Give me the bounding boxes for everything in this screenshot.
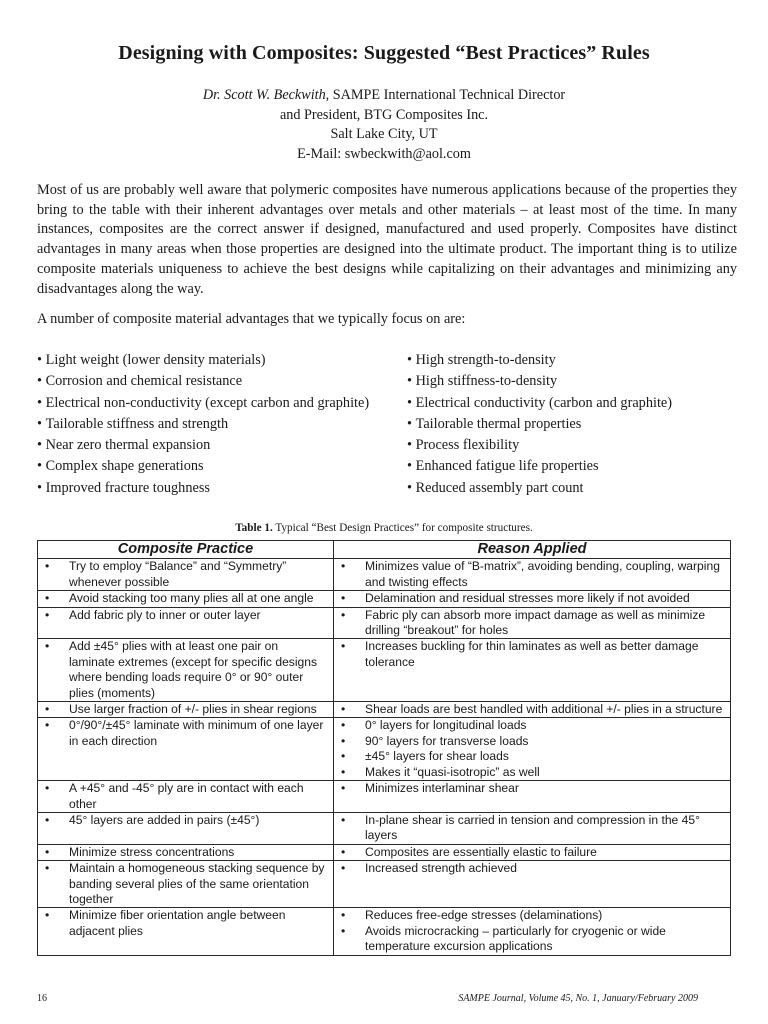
reason-item: • ±45° layers for shear loads	[334, 749, 730, 764]
author-name: Dr. Scott W. Beckwith	[202, 87, 326, 103]
reason-bullets	[334, 813, 730, 844]
reason-bullets	[334, 845, 730, 860]
author-title: , SAMPE International Technical Director	[325, 87, 566, 103]
reason-cell	[334, 861, 731, 908]
table-row	[38, 908, 731, 955]
table-caption-text: Typical “Best Design Practices” for composite structures.	[272, 522, 533, 534]
reason-cell	[334, 718, 731, 781]
table-row	[38, 607, 731, 639]
table-row	[38, 591, 731, 607]
intro-paragraph: Most of us are probably well aware that polymeric composites have numerous applications because of the properties they bring to the table with their inherent advantages over metals and other materials – at least most of the time. In many instances, composites are the correct answer if designed, manufactured and used properly. Composites have distinct advantages in many areas when those properties are designed into the ultimate product. The important thing is to utilize composite materials uniqueness to achieve the best designs while capitalizing on their advantages and minimizing any disadvantages along the way.	[37, 182, 737, 297]
reason-bullets	[334, 861, 730, 876]
practice-item: • 45° layers are added in pairs (±45°)	[38, 813, 333, 828]
reason-item: • Minimizes value of “B-matrix”, avoiding bending, coupling, warping and twisting effects	[334, 559, 730, 590]
header-reason-applied: Reason Applied	[334, 541, 731, 559]
reason-cell	[334, 844, 731, 860]
practice-item: • Add ±45° plies with at least one pair on laminate extremes (except for specific designs where bending loads require 0° or 90° outer plies (moments)	[38, 639, 333, 701]
reason-item: • Composites are essentially elastic to failure	[334, 845, 730, 860]
advantage-item: • High stiffness-to-density	[407, 371, 672, 392]
reason-bullets	[334, 718, 730, 780]
practice-bullets	[38, 718, 333, 749]
reason-item: • Increases buckling for thin laminates as well as better damage tolerance	[334, 639, 730, 670]
reason-item: • In-plane shear is carried in tension and compression in the 45° layers	[334, 813, 730, 844]
practice-item: • Use larger fraction of +/- plies in shear regions	[38, 702, 333, 717]
table-row	[38, 844, 731, 860]
advantage-item: • Tailorable thermal properties	[407, 414, 672, 435]
table-body	[38, 559, 731, 955]
article-title: Designing with Composites: Suggested “Best Practices” Rules	[118, 42, 650, 64]
practice-item: • Minimize fiber orientation angle between adjacent plies	[38, 908, 333, 939]
practice-bullets	[38, 639, 333, 701]
reason-bullets	[334, 591, 730, 606]
advantage-item: • High strength-to-density	[407, 350, 672, 371]
reason-item: • Fabric ply can absorb more impact damage as well as minimize drilling “breakout” for holes	[334, 608, 730, 639]
practice-cell	[38, 781, 334, 813]
practice-cell	[38, 607, 334, 639]
reason-bullets	[334, 608, 730, 639]
reason-cell	[334, 607, 731, 639]
page-number: 16	[37, 993, 47, 1004]
practice-cell	[38, 591, 334, 607]
header-composite-practice: Composite Practice	[38, 541, 334, 559]
table-row	[38, 861, 731, 908]
practice-item: • Maintain a homogeneous stacking sequence by banding several plies of the same orientation together	[38, 861, 333, 907]
practice-bullets	[38, 781, 333, 812]
table-row	[38, 781, 731, 813]
reason-cell	[334, 559, 731, 591]
table-caption-label: Table 1.	[235, 522, 273, 534]
reason-bullets	[334, 559, 730, 590]
advantages-list-left	[37, 350, 369, 499]
reason-item: • 0° layers for longitudinal loads	[334, 718, 730, 733]
practice-cell	[38, 718, 334, 781]
advantage-item: • Enhanced fatigue life properties	[407, 456, 672, 477]
practice-item: • 0°/90°/±45° laminate with minimum of one layer in each direction	[38, 718, 333, 749]
practice-item: • Add fabric ply to inner or outer layer	[38, 608, 333, 623]
practice-cell	[38, 861, 334, 908]
reason-item: • Minimizes interlaminar shear	[334, 781, 730, 796]
advantage-item: • Reduced assembly part count	[407, 478, 672, 499]
reason-bullets	[334, 639, 730, 670]
reason-bullets	[334, 908, 730, 954]
journal-citation: SAMPE Journal, Volume 45, No. 1, January/February 2009	[458, 993, 698, 1004]
practice-item: • Try to employ “Balance” and “Symmetry” whenever possible	[38, 559, 333, 590]
reason-item: • Reduces free-edge stresses (delaminations)	[334, 908, 730, 923]
practice-cell	[38, 812, 334, 844]
practice-bullets	[38, 861, 333, 907]
author-line-2: and President, BTG Composites Inc.	[279, 106, 489, 123]
author-location: Salt Lake City, UT	[330, 126, 438, 142]
advantage-item: • Improved fracture toughness	[37, 478, 369, 499]
reason-bullets	[334, 702, 730, 717]
reason-cell	[334, 812, 731, 844]
author-email: E-Mail: swbeckwith@aol.com	[297, 145, 471, 162]
advantage-item: • Corrosion and chemical resistance	[37, 371, 369, 392]
author-block	[0, 86, 768, 164]
table-row	[38, 639, 731, 702]
reason-item: • 90° layers for transverse loads	[334, 734, 730, 749]
table-row	[38, 559, 731, 591]
advantage-item: • Light weight (lower density materials)	[37, 350, 369, 371]
reason-item: • Shear loads are best handled with additional +/- plies in a structure	[334, 702, 730, 717]
practice-cell	[38, 559, 334, 591]
advantage-item: • Complex shape generations	[37, 456, 369, 477]
practice-bullets	[38, 702, 333, 717]
practice-bullets	[38, 845, 333, 860]
practice-bullets	[38, 813, 333, 828]
advantages-intro: A number of composite material advantages that we typically focus on are:	[37, 311, 466, 327]
reason-item: • Makes it “quasi-isotropic” as well	[334, 765, 730, 780]
advantage-item: • Electrical non-conductivity (except carbon and graphite)	[37, 393, 369, 414]
reason-cell	[334, 591, 731, 607]
table-caption	[0, 522, 768, 534]
advantages-list-right	[407, 350, 672, 499]
table-row	[38, 812, 731, 844]
reason-cell	[334, 639, 731, 702]
reason-item: • Delamination and residual stresses more likely if not avoided	[334, 591, 730, 606]
reason-cell	[334, 781, 731, 813]
table-header-row	[38, 541, 731, 559]
reason-bullets	[334, 781, 730, 796]
reason-cell	[334, 908, 731, 955]
reason-item: • Avoids microcracking – particularly for cryogenic or wide temperature excursion applications	[334, 924, 730, 955]
table-row	[38, 702, 731, 718]
advantage-item: • Process flexibility	[407, 435, 672, 456]
reason-cell	[334, 702, 731, 718]
practice-bullets	[38, 591, 333, 606]
practice-bullets	[38, 608, 333, 623]
practice-cell	[38, 702, 334, 718]
advantage-item: • Electrical conductivity (carbon and graphite)	[407, 393, 672, 414]
practice-item: • Minimize stress concentrations	[38, 845, 333, 860]
reason-item: • Increased strength achieved	[334, 861, 730, 876]
practice-item: • A +45° and -45° ply are in contact with each other	[38, 781, 333, 812]
practice-cell	[38, 639, 334, 702]
practice-bullets	[38, 908, 333, 939]
table-row	[38, 718, 731, 781]
practice-item: • Avoid stacking too many plies all at one angle	[38, 591, 333, 606]
author-line-1	[0, 86, 768, 106]
practice-bullets	[38, 559, 333, 590]
practice-cell	[38, 908, 334, 955]
best-practices-table	[37, 540, 731, 956]
advantage-item: • Near zero thermal expansion	[37, 435, 369, 456]
practice-cell	[38, 844, 334, 860]
advantage-item: • Tailorable stiffness and strength	[37, 414, 369, 435]
